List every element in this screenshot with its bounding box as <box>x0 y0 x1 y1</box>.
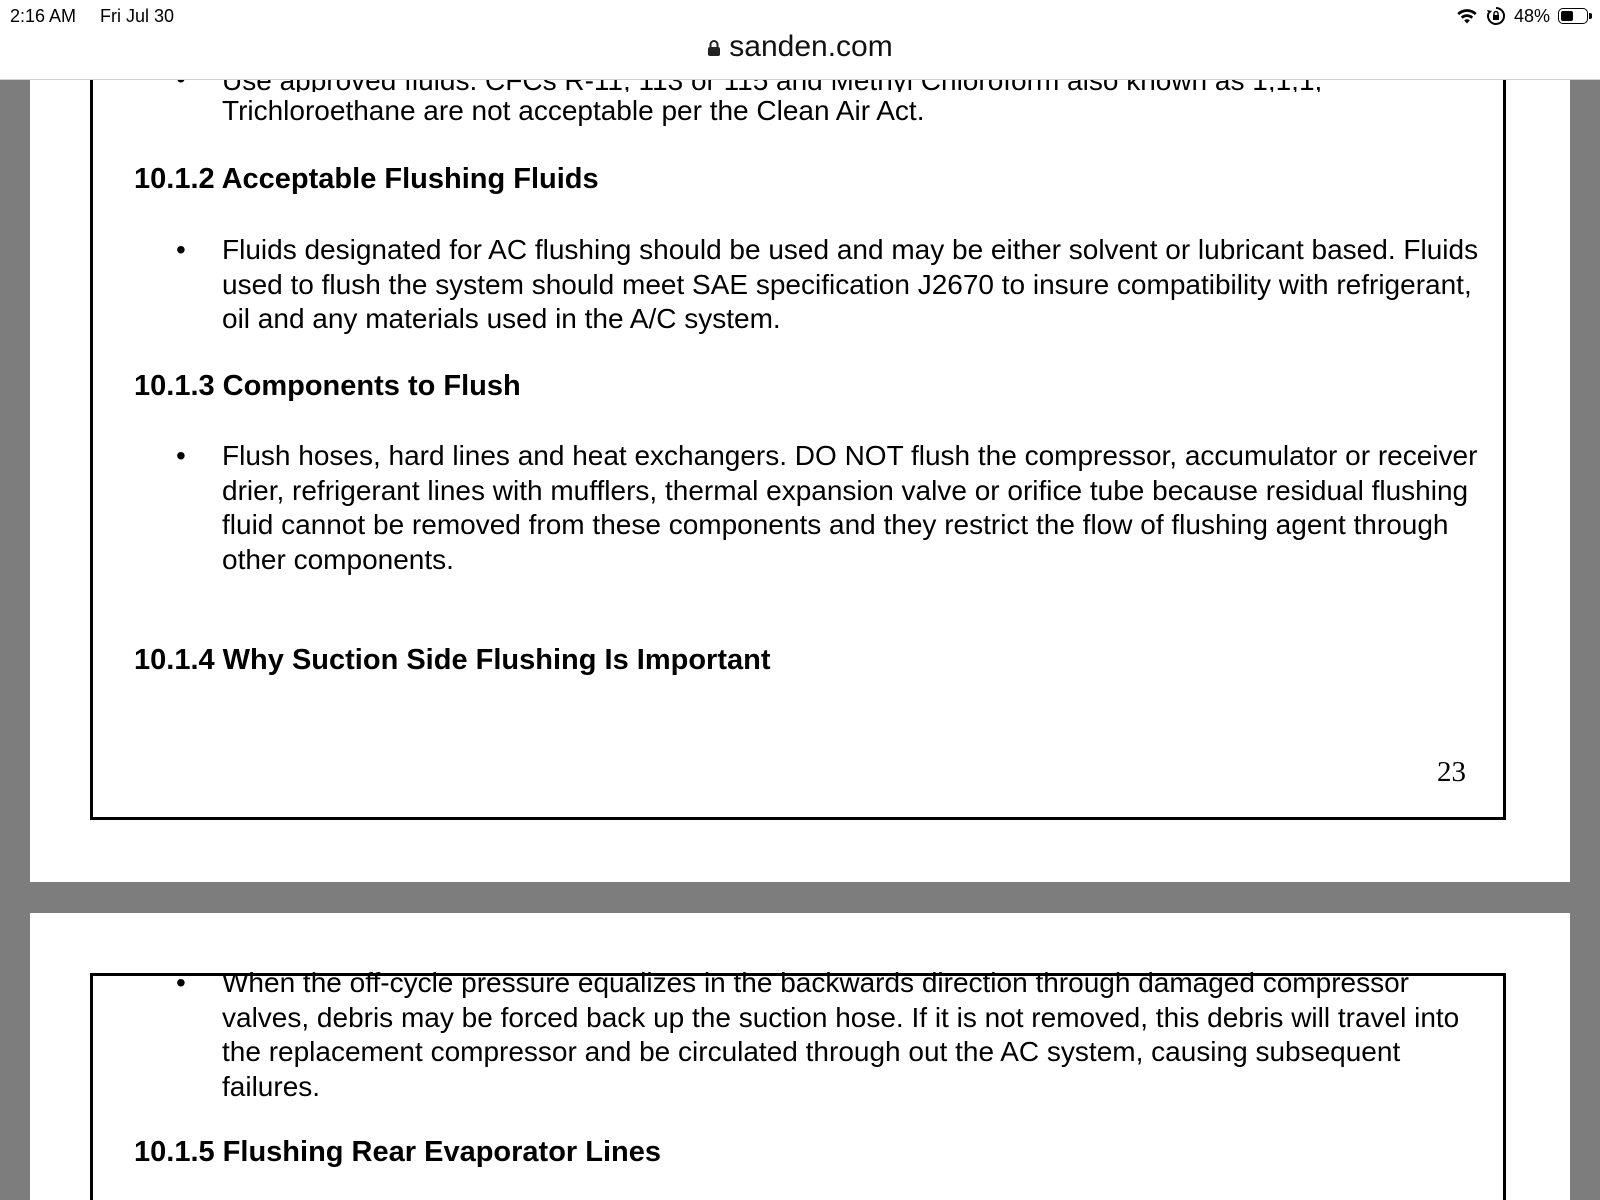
heading-acceptable-flushing-fluids: 10.1.2 Acceptable Flushing Fluids <box>134 163 599 195</box>
heading-suction-side-flushing: 10.1.4 Why Suction Side Flushing Is Important <box>134 644 771 676</box>
status-indicators <box>1456 5 1588 27</box>
status-date: Fri Jul 30 <box>100 6 175 26</box>
battery-icon <box>1558 8 1588 24</box>
screen-lock-rotation-icon <box>1486 6 1506 26</box>
bullet-text-off-cycle-pressure: When the off-cycle pressure equalizes in the backwards direction through damaged compressor valves, debris may be forced back up the suction hose. If it is not removed, this debris will travel into the replacement compressor and be circulated through out the AC system, causing subsequent failures. <box>222 967 1460 1102</box>
status-time: 2:16 AM <box>10 6 77 26</box>
heading-flushing-rear-evaporator-lines: 10.1.5 Flushing Rear Evaporator Lines <box>134 1136 661 1168</box>
pdf-page-24 <box>30 913 1570 1200</box>
bullet-text-components: Flush hoses, hard lines and heat exchangers. DO NOT flush the compressor, accumulator or receiver drier, refrigerant lines with mufflers, thermal expansion valve or orifice tube because residual flushing fluid cannot be removed from these components and they restrict the flow of flushing agent through other components. <box>222 440 1478 575</box>
battery-tip <box>1589 13 1592 19</box>
pdf-page-23 <box>30 0 1570 882</box>
page-number: 23 <box>1437 756 1466 788</box>
bullet-text-flushing-fluids: Fluids designated for AC flushing should be used and may be either solvent or lubricant based. Fluids used to flush the system should meet SAE specification J2670 to insure compatibility with refrigerant, oil and any materials used in the A/C system. <box>222 234 1479 334</box>
bullet-glyph: • <box>176 234 186 265</box>
battery-percent: 48% <box>1513 5 1550 26</box>
wifi-icon <box>1456 7 1478 25</box>
heading-components-to-flush: 10.1.3 Components to Flush <box>134 370 521 402</box>
bullet-glyph: • <box>176 440 186 471</box>
address-bar[interactable] <box>0 30 1600 64</box>
lock-icon <box>707 39 721 57</box>
bullet-text-clean-air-act: Trichloroethane are not acceptable per the Clean Air Act. <box>222 95 925 126</box>
bullet-glyph: • <box>176 967 186 998</box>
browser-top-bar <box>0 0 1600 80</box>
battery-level-fill <box>1561 11 1573 21</box>
url-text: sanden.com <box>729 30 893 63</box>
